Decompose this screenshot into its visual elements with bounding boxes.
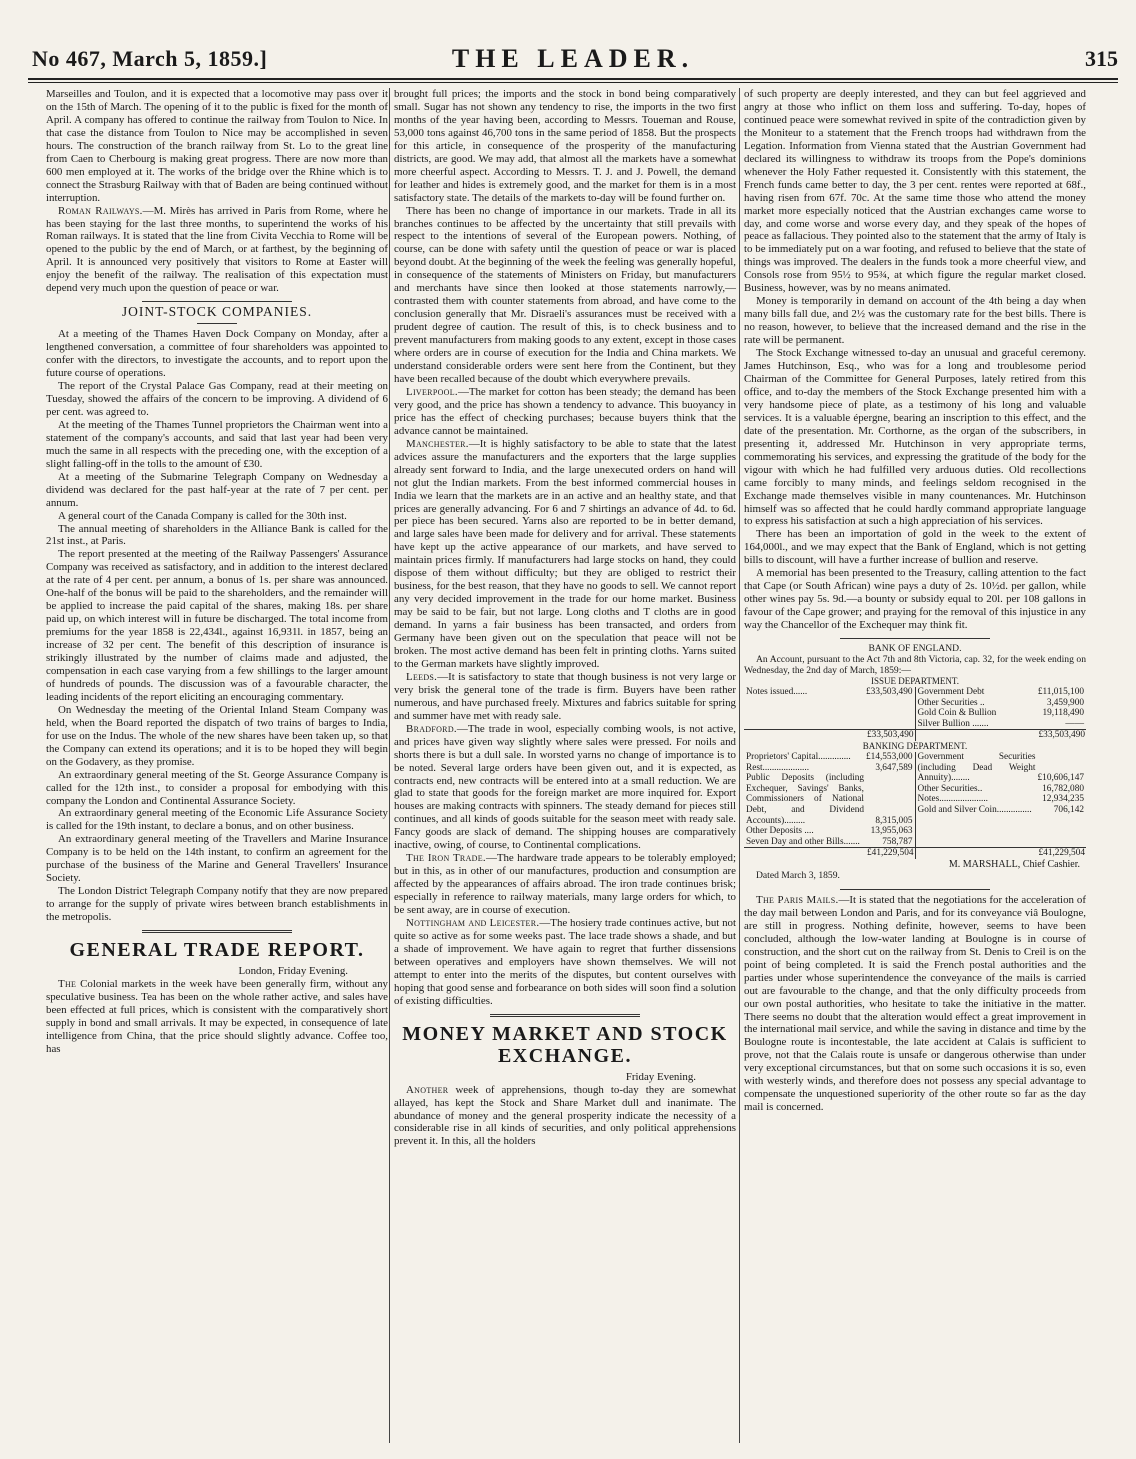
issue-left-label: Notes issued...... [746,687,808,698]
article-paragraph: An extraordinary general meeting of the Travellers and Marine Insurance Company is to be held on the 14th instant, to confirm an agreement for the purchase of the business of the Marine and General Travellers' Insurance Society. [46,833,388,885]
section-rule [142,930,292,933]
table-cell: 3,647,589 [875,762,913,773]
dateline: London, Friday Evening. [238,965,348,978]
article-paragraph [394,438,736,671]
section-heading: GENERAL TRADE REPORT. [69,939,365,962]
paragraph-body: —The market for cotton has been steady; the demand has been very good, and the price has shown a tendency to advance. This buoyancy in price has the effect of checking purchases; because buyers think that the advance cannot be maintained. [394,385,736,437]
article-paragraph: The report of the Crystal Palace Gas Company, read at their meeting on Tuesday, showed the affairs of the concern to be improving. A dividend of 6 per cent. was agreed to. [46,380,388,418]
article-paragraph: At the meeting of the Thames Tunnel proprietors the Chairman went into a statement of the company's accounts, and said that last year had been very much the same in all respects with the preceding one, with the exception of a slight falling-off in the tolls to the amount of £30. [46,418,388,470]
table-cell: Gold Coin & Bullion [917,708,997,719]
issue-total-left: £33,503,490 [744,730,915,741]
table-cell: 758,787 [882,836,913,847]
paragraph-lead: The Paris Mails. [756,893,839,906]
paragraph-body: —It is satisfactory to state that though business is not very large or very brisk the general tone of the trade is firm. Buyers have been rather numerous, and have purchased freely. Mixtures and fabrics suitable for spring and summer have met with ready sale. [394,670,736,722]
article-paragraph: An extraordinary general meeting of the St. George Assurance Company is called for the 12th inst., to consider a proposal for embodying with this company the London and Continental Assurance Society. [46,768,388,807]
article-paragraph: At a meeting of the Submarine Telegraph Company on Wednesday a dividend was declared for the past half-year at the rate of 7 per cent. per annum. [46,470,388,509]
article-paragraph: The Stock Exchange witnessed to-day an unusual and graceful ceremony. James Hutchinson, Esq., who was for a long and troublesome period Chairman of the Committee for General Purposes, lately retired from this office, and to-day the members of the Stock Exchange presented him with a very handsome piece of plate, as a testimony of his long and valuable services. It is a valuable épergne, bearing an inscription to this effect, and the date of the presentation. Mr. Corthorne, as the organ of the subscribers, in presenting it, addressed Mr. Hutchinson in very appropriate terms, commemorating his services, and expressing the gratitude of the body for the vigour with which he had fulfilled very arduous duties. Old recollections came forcibly to many minds, and feelings seldom recognised in the Exchange made themselves visible in many countenances. Mr. Hutchinson himself was so affected that he could hardly command appropriate language to express his satisfaction at such a high appreciation of his services. [744,347,1086,528]
account-date: Dated March 3, 1859. [756,869,840,881]
table-cell: 8,315,005 [875,815,913,826]
article-paragraph: There has been an importation of gold in the week to the extent of 164,000l., and we may expect that the Bank of England, which is not getting bills to discount, will have a further increase of bullion and reserve. [744,528,1086,567]
table-cell: 16,782,080 [1042,783,1084,794]
bank-of-england-account [744,643,1086,881]
issue-department-heading: ISSUE DEPARTMENT. [871,676,959,687]
dateline: Friday Evening. [625,1070,696,1083]
article-paragraph [46,978,388,1056]
column-3 [744,88,1086,1450]
article-paragraph: A memorial has been presented to the Treasury, calling attention to the fact that Cape (or South African) wine pays a duty of 2s. 10½d. per gallon, while other wines pay 5s. 9d.—a bounty or subsidy equal to 20l. per 108 gallons in favour of the Cape grower; and praying for the removal of this injustice in any way the Chancellor of the Exchequer may think fit. [744,567,1086,632]
banking-department-table [744,752,1086,859]
table-cell: Government Securities (including Dead Weight Annuity)........ [917,752,1036,784]
article-paragraph [394,917,736,1008]
column-1 [46,88,388,1450]
article-paragraph: On Wednesday the meeting of the Oriental Inland Steam Company was held, when the Board reported the dispatch of two trains of barges to India, for use on the Indus. The whole of the new shares have been taken up, so that the Company can extend its operations; and it is to be hoped they will begin on the Godavery, as they promise. [46,703,388,768]
paragraph-body: week of apprehensions, though to-day they are somewhat allayed, has kept the Stock and Share Market dull and inanimate. The abundance of money and the general prosperity indicate the necessity of a considerable rise in all kinds of securities, and only political apprehensions prevent it. In this, all the holders [394,1083,736,1148]
article-paragraph: An extraordinary general meeting of the Economic Life Assurance Society is called for the 19th instant, to declare a bonus, and on other business. [46,807,388,833]
article-paragraph [46,205,388,296]
table-cell: Proprietors' Capital.............. [746,752,851,762]
table-cell: —— [1065,718,1084,729]
article-paragraph [394,671,736,723]
paragraph-lead: Leeds. [406,670,438,683]
table-cell: £10,606,147 [1037,773,1084,784]
table-cell: Rest.................... [746,762,810,773]
section-heading: JOINT-STOCK COMPANIES. [121,304,313,320]
issue-left-value: £33,503,490 [866,687,913,698]
article-paragraph: The report presented at the meeting of the Railway Passengers' Assurance Company was received as satisfactory, and in addition to the interest declared at the rate of 4 per cent. per annum, a bonus of 1s. per share was announced. One-half of the bonus will be paid to the shareholders, and the remainder will be applied to increase the paid capital of the shares, making 18s. per share paid up, on which interest will in future be discharged. The total income from premiums for the year 1858 is 22,434l., against 16,931l. in 1857, being an increase of 32 per cent. The benefit of this description of insurance is strikingly illustrated by the number of claims made and adjusted, the compensation in each case varying from a few shillings to the larger amount of hundreds of pounds. The discussion was of a favourable character, the leading incidents of the report eliciting an encouraging commentary. [46,548,388,703]
paragraph-body: —It is highly satisfactory to be able to state that the latest advices assure the manufacturers and the exporters that the large supplies already sent forward to India, and the large unexecuted orders on hand will not glut the Indian markets. From the best informed commercial houses in India we learn that the markets are in an active and an healthy state, and that prices are generally advancing. For 6 and 7 shirtings an advance of 4d. to 6d. per piece has been secured. Yarns also are reported to be in better demand, and large sales have been made for delivery and for arrival. These statements have kept up the active appearance of our markets, and have served to maintain prices firmly. If manufacturers had large stocks on hand, they could dispose of them without difficulty; but they are obliged to restrict their business, for the best reason, that they have no goods to sell. We cannot report any very decided improvement in the trade for our home market. Business may be said to be fair, but not large. Long cloths and T cloths are in good demand. In yarns a fair business has been transacted, and orders from Germany have been given out on the speculation that peace will not be broken. The most active demand has been felt in printing cloths. Yarns suited to the German markets have slightly improved. [394,437,736,670]
article-paragraph: Money is temporarily in demand on account of the 4th being a day when many bills fall due, and 2½ was the customary rate for the best bills. There is no reason, however, to believe that the increased demand and the rise in the rate will be permanent. [744,295,1086,347]
paragraph-lead: Manchester. [406,437,469,450]
article-paragraph: A general court of the Canada Company is called for the 30th inst. [58,509,347,522]
article-paragraph: There has been no change of importance in our markets. Trade in all its branches continues to be affected by the uncertainty that still prevails with respect to the intentions of several of the European powers. Nothing, of course, can be done with safety until the question of peace or war is placed beyond doubt. At the beginning of the week the feeling was generally hopeful, in consequence of the statements of Ministers on Friday, but manufacturers and merchants have since then looked at those statements narrowly,—contrasted them with counter statements from abroad, and have come to the conclusion generally that Mr. Disraeli's assurances must be received with a prudent degree of caution. The result of this, is to check business and to prevent manufacturers from making goods to any extent, except in those cases where orders are in course of execution for the India and China markets. We understand considerable orders were sent here from the Continent, but they have been recalled because of the doubt which everywhere prevails. [394,204,736,385]
article-paragraph [744,894,1086,1114]
cashier-signature: M. MARSHALL, Chief Cashier. [948,858,1080,870]
article-paragraph [394,723,736,853]
table-cell: Gold and Silver Coin............... [917,804,1032,815]
banking-total-right: £41,229,504 [915,848,1086,859]
section-rule [142,301,292,302]
article-paragraph [394,852,736,917]
article-paragraph [394,1084,736,1149]
paragraph-lead: Roman Railways. [58,204,143,217]
column-divider [389,88,390,1443]
masthead-title: THE LEADER. [451,44,695,73]
table-cell: 19,118,490 [1042,708,1084,719]
bank-title: BANK OF ENGLAND. [868,643,962,655]
table-cell: £14,553,000 [866,752,913,762]
table-cell: £11,015,100 [1037,687,1084,698]
issue-total-right: £33,503,490 [915,730,1086,741]
table-cell: Other Deposits .... [746,826,814,837]
column-divider [739,88,740,1443]
article-paragraph: The London District Telegraph Company notify that they are now prepared to arrange for the supply of private wires between branch establishments in the metropolis. [46,885,388,924]
table-cell: Notes..................... [917,794,988,805]
table-cell: Public Deposits (including Exchequer, Savings' Banks, Commissioners of National Debt, and Dividend Accounts)......... [746,773,865,826]
section-heading: MONEY MARKET AND STOCK EXCHANGE. [402,1022,728,1067]
table-cell: Government Debt [917,687,985,698]
paragraph-lead: The [58,978,77,990]
article-paragraph [394,386,736,438]
table-cell: 13,955,063 [870,826,913,837]
paragraph-lead: Another [406,1083,449,1096]
table-cell: Seven Day and other Bills....... [746,836,860,847]
issue-department-table [744,687,1086,741]
banking-total-left: £41,229,504 [744,848,915,859]
paragraph-body: —It is stated that the negotiations for the acceleration of the day mail between London and Paris, and for its conveyance viâ Boulogne, are still in progress. Nothing definite, however, seems to have been concluded, although the low-water landing at Boulogne is in course of construction, and the short cut on the railway from St. Denis to Creil is on the point of being completed. It is said the French postal authorities and the parties under whose superintendence the conveyance of the mails is carried out are favourable to the change, and that the only difficulty proceeds from our own postal authorities, who hesitate to take the initiative in the matter. There seems no doubt that the alteration would effect a great improvement in the international mail service, and while the saving in distance and time by the Boulogne route is incontestable, the late accident at Calais is sufficient to prove, not that the Calais route is unsafe or dangerous otherwise than under very exceptional circumstances, but that on some such occasions it is so, even with westerly winds, and therefore does not possess any special advantage to compensate the unquestioned superiority of the other route so far as the day mail is concerned. [744,893,1086,1114]
paragraph-body: —The hosiery trade continues active, but not quite so active as for some weeks past. The lace trade shows a shade, and but a shade of improvement. We have again to regret that further dissensions between operatives and employers have shown themselves. We will not attempt to enter into the merits of the disputes, but content ourselves with hoping that good sense and forbearance on both sides will soon find a solution of existing difficulties. [394,917,736,1007]
issue-line: No 467, March 5, 1859.] [32,46,268,71]
paragraph-body: —The hardware trade appears to be tolerably employed; but in this, as in other of our manufactures, production and consumption are affected by the appearances of affairs abroad. The iron trade continues brisk; especially in reference to railway materials, many large orders for which, to be sent away, are in course of execution. [394,852,736,917]
table-cell: 706,142 [1053,804,1084,815]
section-rule [840,638,990,639]
banking-department-heading: BANKING DEPARTMENT. [862,741,968,751]
article-paragraph: At a meeting of the Thames Haven Dock Company on Monday, after a lengthened conversation, a committee of four shareholders was appointed to confer with the directors, to investigate the accounts, and to report upon the future course of operations. [46,328,388,380]
section-rule [490,1014,640,1017]
page-header [28,44,1118,74]
header-rule [28,78,1118,83]
paragraph-lead: The Iron Trade. [406,852,486,865]
article-paragraph: Marseilles and Toulon, and it is expected that a locomotive may pass over it on the 15th of March. The opening of it to the public is fixed for the month of April. A company has offered to continue the railway from Toulon to Nice. In that case the distance from Toulon to Nice may be accomplished in seven hours. The construction of the branch railway from St. Lo to the great line from Caen to Cherbourg is making great progress. There are now more than 600 men employed at it. The works of the bridge over the Rhine which is to connect the Strasburg Railway with that of Baden are being continued without interruption. [46,88,388,204]
table-cell: 12,934,235 [1042,794,1084,805]
page-number: 315 [1085,46,1118,71]
bank-intro: An Account, pursuant to the Act 7th and 8th Victoria, cap. 32, for the week ending on Wednesday, the 2nd day of March, 1859:— [744,654,1086,677]
article-paragraph: The annual meeting of shareholders in the Alliance Bank is called for the 21st inst., at Paris. [46,522,388,548]
section-rule [197,323,237,324]
table-cell: 3,459,900 [1046,697,1084,708]
table-cell: Silver Bullion ....... [917,718,989,729]
paragraph-lead: Bradford. [406,722,457,735]
paragraph-body: —M. Mirès has arrived in Paris from Rome, where he has been staying for the last three months, to superintend the works of his Roman railways. It is stated that the line from Civita Vecchia to Rome will be opened to the public by the end of March, or at farthest, by the beginning of April. It is announced very positively that visitors to Rome at Easter will enjoy the benefit of the railway. The realisation of this expectation must depend very much upon the question of peace or war. [46,204,388,295]
paragraph-body: Colonial markets in the week have been generally firm, without any speculative business. Tea has been on the whole rather active, and sales have been effected at full prices, which is consistent with the comparatively short supply in bond and small arrivals. It may be expected, in consequence of late intelligence from China, that the price should slightly advance. Coffee too, has [46,978,388,1055]
article-paragraph: of such property are deeply interested, and they can but feel aggrieved and angry at those who inflict on them loss and suffering. To-day, hopes of continued peace were somewhat revived in spite of the contradiction given by the Moniteur to a statement that the French troops had withdrawn from the Legation. Information from Vienna stated that the Austrian Government had declared its willingness to withdraw its troops from the Pope's dominions whenever the Holy Father requested it. Consistently with this statement, the French funds came better to day, the 3 per cent. rentes were reported at 68f., having risen from 67f. 70c. At the same time those who attend the money market more especially noticed that the Austrian exchanges came worse to day, and come worse and worse every day, and they speak of the hopes of peace as fallacious. They pointed also to the statement that the army of Italy is to be immediately put on a war footing, and refused to believe that the state of things was improved. The dealers in the funds took a more cheerful view, and Consols rose from 95½ to 95¾, at which figure the regular market closed. Business, however, was by no means animated. [744,88,1086,295]
column-2 [394,88,736,1450]
paragraph-lead: Liverpool. [406,385,458,398]
article-paragraph: brought full prices; the imports and the stock in bond being comparatively small. Sugar has not shown any tendency to rise, the imports in the two first months of the year having been, according to Messrs. Toueman and Rouse, 53,000 tons against 46,700 tons in the same period of 1858. But the prospects for this article, in consequence of the prosperity of the manufacturing districts, are good. We may add, that almost all the markets have a somewhat more cheerful aspect. According to Messrs. T. J. and J. Powell, the demand for leather and hides is extremely good, and the market for them is in a most satisfactory state. The details of the markets to-day will be found further on. [394,88,736,204]
paragraph-body: —The trade in wool, especially combing wools, is not active, and prices have given way slightly where sales were pressed. For noils and shorts there is but a dull sale. In worsted yarns no change of importance is to be noted. Several large orders have been given out, and it is expected, as contracts end, new contracts will be entered into at a small reduction. We are glad to state that goods for the foreign market are more inquired for. Export houses are making contracts with spinners. The steady demand for pieces still continues, and all kinds of goods suitable for the season meet with ready sale. Fancy goods are slack of demand. The shipping houses are comparatively inactive, owing, of course, to Continental complications. [394,722,736,852]
section-rule [840,889,990,890]
table-cell: Other Securities .. [917,697,985,708]
table-cell: Other Securities.. [917,783,983,794]
paragraph-lead: Nottingham and Leicester. [406,917,540,929]
